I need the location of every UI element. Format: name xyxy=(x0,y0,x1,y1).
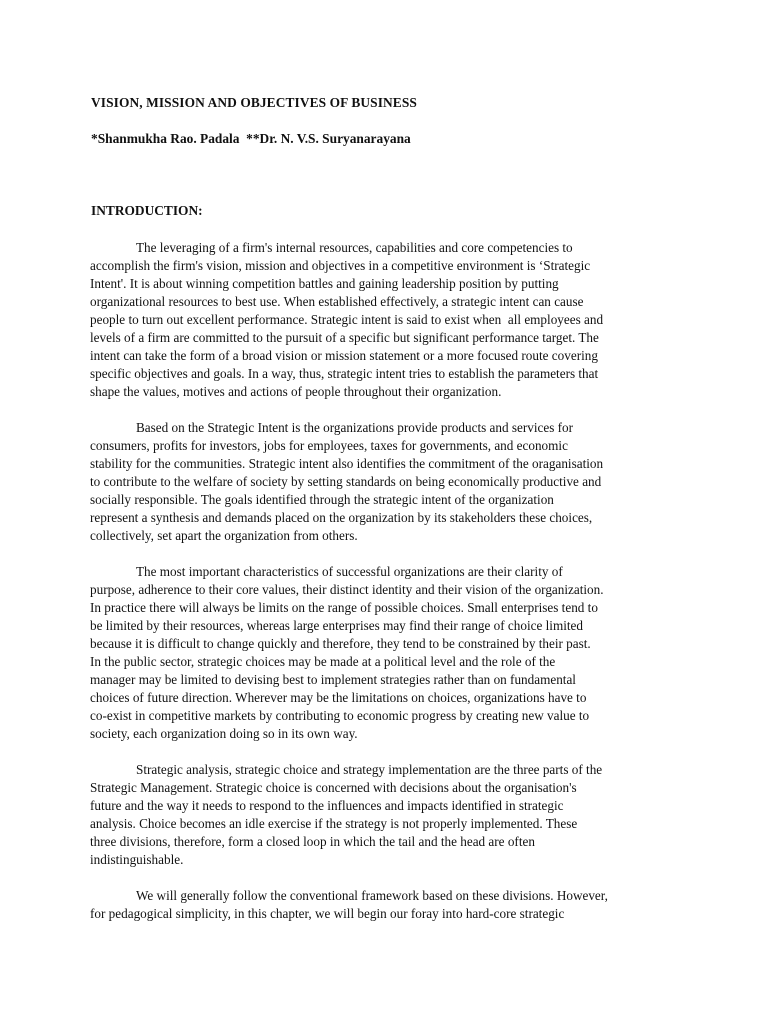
paragraph-line: society, each organization doing so in its own way. xyxy=(90,726,358,741)
paragraph-line: Strategic Management. Strategic choice is concerned with decisions about the organisation's xyxy=(90,780,577,795)
paragraph-line: socially responsible. The goals identified through the strategic intent of the organization xyxy=(90,492,554,507)
paragraph-line: specific objectives and goals. In a way, thus, strategic intent tries to establish the parameters that xyxy=(90,366,599,381)
paragraph-line: for pedagogical simplicity, in this chapter, we will begin our foray into hard-core strategic xyxy=(90,906,565,921)
body-paragraph xyxy=(90,887,678,923)
paragraph-line: The most important characteristics of successful organizations are their clarity of xyxy=(136,564,563,579)
paragraph-line: manager may be limited to devising best to implement strategies rather than on fundamental xyxy=(90,672,576,687)
paragraph-line: because it is difficult to change quickly and therefore, they tend to be constrained by their past. xyxy=(90,636,591,651)
paragraph-line: Strategic analysis, strategic choice and strategy implementation are the three parts of the xyxy=(136,762,603,777)
paragraph-line: Intent'. It is about winning competition battles and gaining leadership position by putting xyxy=(90,276,559,291)
document-title: VISION, MISSION AND OBJECTIVES OF BUSINESS xyxy=(91,95,417,110)
body-paragraph xyxy=(90,563,678,743)
section-heading: INTRODUCTION: xyxy=(91,203,203,218)
paragraph-line: co-exist in competitive markets by contributing to economic progress by creating new value to xyxy=(90,708,590,723)
paragraph-line: be limited by their resources, whereas large enterprises may find their range of choice limited xyxy=(90,618,584,633)
paragraph-line: shape the values, motives and actions of people throughout their organization. xyxy=(90,384,502,399)
document-authors: *Shanmukha Rao. Padala **Dr. N. V.S. Suryanarayana xyxy=(91,131,411,146)
body-paragraph xyxy=(90,239,678,401)
paragraph-line: three divisions, therefore, form a closed loop in which the tail and the head are often xyxy=(90,834,535,849)
paragraph-line: indistinguishable. xyxy=(90,852,184,867)
paragraph-line: accomplish the firm's vision, mission and objectives in a competitive environment is ‘Strategic xyxy=(90,258,591,273)
paragraph-line: Based on the Strategic Intent is the organizations provide products and services for xyxy=(136,420,574,435)
paragraph-line: purpose, adherence to their core values, their distinct identity and their vision of the organization. xyxy=(90,582,604,597)
paragraph-line: consumers, profits for investors, jobs for employees, taxes for governments, and economic xyxy=(90,438,568,453)
paragraph-line: In practice there will always be limits on the range of possible choices. Small enterprises tend to xyxy=(90,600,598,615)
paragraph-line: The leveraging of a firm's internal resources, capabilities and core competencies to xyxy=(136,240,573,255)
body-paragraph xyxy=(90,419,678,545)
paragraph-line: choices of future direction. Wherever may be the limitations on choices, organizations have to xyxy=(90,690,587,705)
paragraph-line: organizational resources to best use. When established effectively, a strategic intent can cause xyxy=(90,294,584,309)
paragraph-line: analysis. Choice becomes an idle exercise if the strategy is not properly implemented. These xyxy=(90,816,578,831)
paragraph-line: future and the way it needs to respond to the influences and impacts identified in strategic xyxy=(90,798,564,813)
paragraph-line: In the public sector, strategic choices may be made at a political level and the role of the xyxy=(90,654,556,669)
body-paragraph xyxy=(90,761,678,869)
paragraph-line: people to turn out excellent performance. Strategic intent is said to exist when all employees and xyxy=(90,312,604,327)
paragraph-line: We will generally follow the conventional framework based on these divisions. However, xyxy=(136,888,608,903)
paragraph-line: to contribute to the welfare of society by setting standards on being economically productive and xyxy=(90,474,602,489)
paragraph-line: intent can take the form of a broad vision or mission statement or a more focused route covering xyxy=(90,348,598,363)
document-body xyxy=(90,239,678,941)
paragraph-line: stability for the communities. Strategic intent also identifies the commitment of the oraganisation xyxy=(90,456,604,471)
paragraph-line: collectively, set apart the organization from others. xyxy=(90,528,358,543)
paragraph-line: represent a synthesis and demands placed on the organization by its stakeholders these choices, xyxy=(90,510,593,525)
paragraph-line: levels of a firm are committed to the pursuit of a specific but significant performance target. The xyxy=(90,330,599,345)
